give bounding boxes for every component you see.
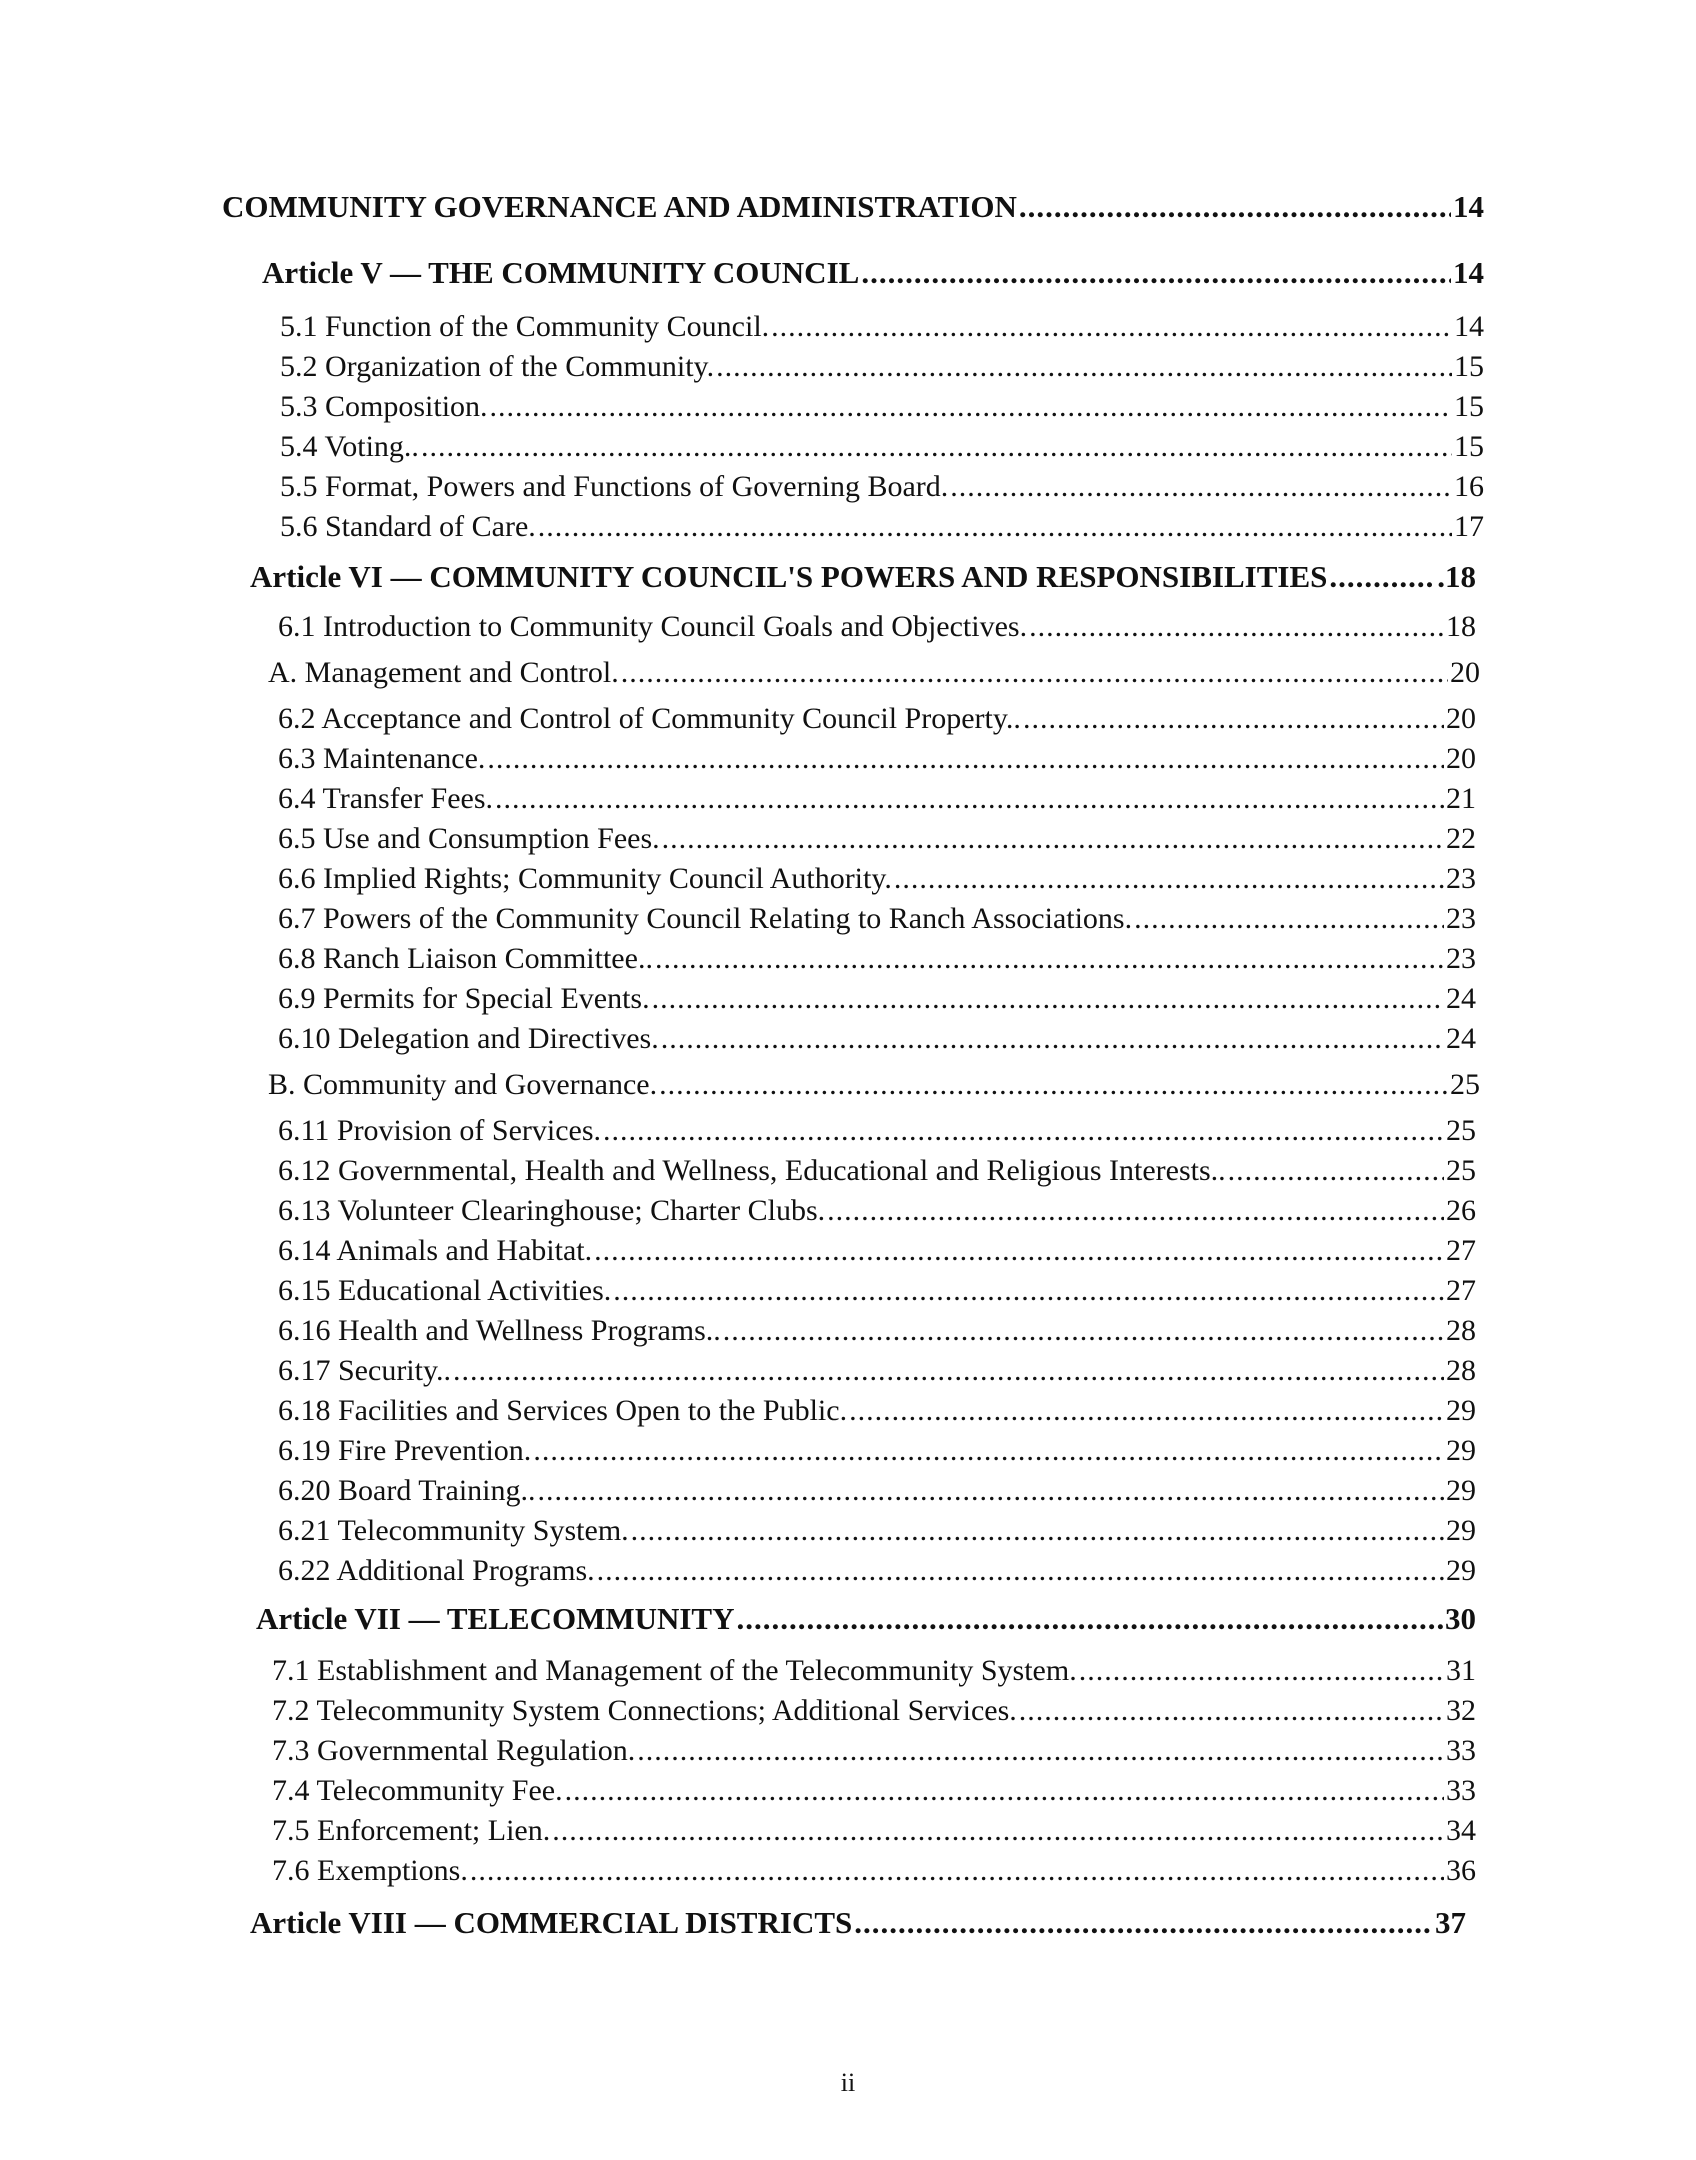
toc-item-6-2 xyxy=(278,698,1476,740)
toc-item-6-20 xyxy=(278,1470,1476,1512)
toc-item-7-4 xyxy=(272,1770,1476,1812)
toc-entry-page: 29 xyxy=(1446,1514,1476,1547)
toc-entry-title: 6.22 Additional Programs. xyxy=(278,1554,595,1587)
toc-entry-title: B. Community and Governance. xyxy=(268,1068,658,1101)
toc-item-6-19 xyxy=(278,1430,1476,1472)
toc-leader-dots xyxy=(1134,898,1444,940)
toc-article-6 xyxy=(250,556,1476,598)
toc-leader-dots xyxy=(662,818,1444,860)
toc-leader-dots xyxy=(894,858,1444,900)
toc-leader-dots xyxy=(631,1510,1444,1552)
toc-leader-dots xyxy=(552,1810,1444,1852)
toc-item-7-3 xyxy=(272,1730,1476,1772)
toc-entry-title: 6.11 Provision of Services. xyxy=(278,1114,602,1147)
toc-entry-title: 5.1 Function of the Community Council. xyxy=(280,310,770,343)
toc-entry-title: 7.2 Telecommunity System Connections; Additional Services. xyxy=(272,1694,1017,1727)
toc-leader-dots xyxy=(470,1850,1444,1892)
toc-entry-title: 6.3 Maintenance. xyxy=(278,742,486,775)
toc-entry-title: 6.17 Security.. xyxy=(278,1354,452,1387)
toc-entry-page: 22 xyxy=(1446,822,1476,855)
toc-entry-page: 20 xyxy=(1446,742,1476,775)
toc-entry-page: 33 xyxy=(1446,1774,1476,1807)
toc-item-6-11 xyxy=(278,1110,1476,1152)
toc-item-6-6 xyxy=(278,858,1476,900)
toc-item-6-14 xyxy=(278,1230,1476,1272)
toc-leader-dots xyxy=(737,1598,1444,1640)
toc-article-8 xyxy=(250,1902,1466,1944)
toc-leader-dots xyxy=(533,1430,1444,1472)
toc-leader-dots xyxy=(655,938,1444,980)
toc-entry-page: 20 xyxy=(1446,702,1476,735)
toc-leader-dots xyxy=(538,506,1452,548)
toc-leader-dots xyxy=(565,1770,1444,1812)
toc-entry-title: 6.14 Animals and Habitat. xyxy=(278,1234,593,1267)
toc-entry-title: 6.8 Ranch Liaison Committee.. xyxy=(278,942,653,975)
toc-entry-page: 27 xyxy=(1446,1234,1476,1267)
toc-entry-page: 25 xyxy=(1450,1068,1480,1101)
toc-entry-page: 26 xyxy=(1446,1194,1476,1227)
toc-leader-dots xyxy=(849,1390,1444,1432)
toc-entry-page: 29 xyxy=(1446,1394,1476,1427)
toc-entry-page: 14 xyxy=(1453,255,1484,290)
toc-entry-title: 6.1 Introduction to Community Council Goals and Objectives. xyxy=(278,610,1028,643)
toc-entry-title: 6.13 Volunteer Clearinghouse; Charter Clubs. xyxy=(278,1194,826,1227)
toc-entry-title: 7.5 Enforcement; Lien. xyxy=(272,1814,551,1847)
toc-leader-dots xyxy=(1079,1650,1444,1692)
toc-leader-dots xyxy=(621,652,1448,694)
toc-leader-dots xyxy=(1228,1150,1444,1192)
toc-entry-page: 28 xyxy=(1446,1354,1476,1387)
toc-entry-title: 6.2 Acceptance and Control of Community Council Property.. xyxy=(278,702,1021,735)
toc-item-6-13 xyxy=(278,1190,1476,1232)
toc-entry-title: Article VII — TELECOMMUNITY xyxy=(256,1601,735,1636)
toc-heading-governance xyxy=(222,186,1484,228)
toc-entry-page: 32 xyxy=(1446,1694,1476,1727)
toc-article-7 xyxy=(256,1598,1476,1640)
toc-section-b xyxy=(268,1064,1480,1106)
toc-leader-dots xyxy=(603,1110,1444,1152)
toc-entry-page: 37 xyxy=(1435,1905,1466,1940)
toc-leader-dots xyxy=(661,1018,1444,1060)
toc-entry-page: 24 xyxy=(1446,1022,1476,1055)
toc-entry-title: 6.12 Governmental, Health and Wellness, Educational and Religious Interests.. xyxy=(278,1154,1226,1187)
toc-entry-page: 34 xyxy=(1446,1814,1476,1847)
page-number: ii xyxy=(840,2068,856,2097)
toc-entry-page: 23 xyxy=(1446,942,1476,975)
toc-entry-title: 6.15 Educational Activities. xyxy=(278,1274,612,1307)
toc-item-6-21 xyxy=(278,1510,1476,1552)
toc-item-6-8 xyxy=(278,938,1476,980)
toc-entry-page: 28 xyxy=(1446,1314,1476,1347)
toc-entry-title: 6.6 Implied Rights; Community Council Authority. xyxy=(278,862,892,895)
toc-entry-title: A. Management and Control. xyxy=(268,656,619,689)
toc-leader-dots xyxy=(597,1550,1444,1592)
toc-leader-dots xyxy=(950,466,1452,508)
toc-entry-page: 23 xyxy=(1446,862,1476,895)
toc-entry-page: 33 xyxy=(1446,1734,1476,1767)
toc-entry-page: 23 xyxy=(1446,902,1476,935)
toc-item-6-15 xyxy=(278,1270,1476,1312)
toc-entry-title: 6.18 Facilities and Services Open to the Public. xyxy=(278,1394,848,1427)
toc-entry-title: 5.5 Format, Powers and Functions of Governing Board. xyxy=(280,470,949,503)
toc-leader-dots xyxy=(771,306,1452,348)
toc-entry-title: 7.1 Establishment and Management of the Telecommunity System. xyxy=(272,1654,1077,1687)
toc-item-5-1 xyxy=(280,306,1484,348)
toc-entry-title: 6.20 Board Training.. xyxy=(278,1474,536,1507)
toc-article-5 xyxy=(262,252,1484,294)
toc-leader-dots xyxy=(1029,606,1444,648)
toc-leader-dots xyxy=(827,1190,1444,1232)
toc-item-6-4 xyxy=(278,778,1476,820)
toc-leader-dots xyxy=(538,1470,1444,1512)
toc-item-6-5 xyxy=(278,818,1476,860)
toc-item-6-22 xyxy=(278,1550,1476,1592)
toc-entry-title: 6.5 Use and Consumption Fees. xyxy=(278,822,660,855)
toc-entry-page: 27 xyxy=(1446,1274,1476,1307)
toc-item-7-6 xyxy=(272,1850,1476,1892)
toc-item-6-12 xyxy=(278,1150,1476,1192)
toc-item-6-9 xyxy=(278,978,1476,1020)
toc-entry-page: 25 xyxy=(1446,1114,1476,1147)
toc-item-5-6 xyxy=(280,506,1484,548)
toc-entry-page: 15 xyxy=(1454,390,1484,423)
toc-entry-page: 16 xyxy=(1454,470,1484,503)
toc-entry-page: 30 xyxy=(1445,1601,1476,1636)
toc-item-5-5 xyxy=(280,466,1484,508)
toc-section-a xyxy=(268,652,1480,694)
toc-entry-page: 14 xyxy=(1454,310,1484,343)
toc-entry-page: .18 xyxy=(1437,559,1476,594)
toc-leader-dots xyxy=(854,1902,1433,1944)
toc-entry-page: 24 xyxy=(1446,982,1476,1015)
toc-entry-title: 6.21 Telecommunity System. xyxy=(278,1514,629,1547)
toc-item-5-4 xyxy=(280,426,1484,468)
toc-item-7-1 xyxy=(272,1650,1476,1692)
toc-leader-dots xyxy=(490,386,1452,428)
toc-entry-title: 5.2 Organization of the Community. xyxy=(280,350,715,383)
toc-entry-page: 29 xyxy=(1446,1554,1476,1587)
toc-entry-title: 6.10 Delegation and Directives. xyxy=(278,1022,659,1055)
toc-leader-dots xyxy=(1019,1690,1444,1732)
toc-entry-page: 18 xyxy=(1446,610,1476,643)
toc-leader-dots xyxy=(594,1230,1444,1272)
toc-item-6-1 xyxy=(278,606,1476,648)
toc-entry-title: 5.3 Composition. xyxy=(280,390,488,423)
toc-entry-title: 6.19 Fire Prevention. xyxy=(278,1434,532,1467)
toc-entry-page: 17 xyxy=(1454,510,1484,543)
toc-item-7-5 xyxy=(272,1810,1476,1852)
toc-item-6-7 xyxy=(278,898,1476,940)
toc-entry-title: 6.4 Transfer Fees. xyxy=(278,782,493,815)
toc-leader-dots xyxy=(716,346,1452,388)
toc-leader-dots xyxy=(453,1350,1444,1392)
toc-entry-page: 31 xyxy=(1446,1654,1476,1687)
toc-leader-dots xyxy=(1329,556,1435,598)
toc-leader-dots xyxy=(861,252,1451,294)
toc-entry-page: 29 xyxy=(1446,1434,1476,1467)
toc-leader-dots xyxy=(495,778,1444,820)
toc-entry-title: 5.4 Voting.. xyxy=(280,430,419,463)
toc-entry-title: 7.6 Exemptions. xyxy=(272,1854,468,1887)
toc-entry-page: 21 xyxy=(1446,782,1476,815)
toc-leader-dots xyxy=(659,1064,1448,1106)
toc-entry-title: 7.4 Telecommunity Fee. xyxy=(272,1774,563,1807)
toc-item-6-18 xyxy=(278,1390,1476,1432)
toc-entry-title: Article VIII — COMMERCIAL DISTRICTS xyxy=(250,1905,853,1940)
toc-entry-title: 6.16 Health and Wellness Programs.. xyxy=(278,1314,721,1347)
toc-leader-dots xyxy=(652,978,1444,1020)
toc-item-6-16 xyxy=(278,1310,1476,1352)
toc-entry-title: 5.6 Standard of Care. xyxy=(280,510,536,543)
toc-entry-page: 36 xyxy=(1446,1854,1476,1887)
toc-leader-dots xyxy=(613,1270,1444,1312)
toc-entry-page: 15 xyxy=(1454,430,1484,463)
toc-leader-dots xyxy=(1019,186,1451,228)
toc-leader-dots xyxy=(421,426,1452,468)
toc-leader-dots xyxy=(637,1730,1444,1772)
toc-entry-title: COMMUNITY GOVERNANCE AND ADMINISTRATION xyxy=(222,189,1017,224)
toc-entry-title: 6.9 Permits for Special Events. xyxy=(278,982,650,1015)
toc-item-5-3 xyxy=(280,386,1484,428)
toc-entry-title: 7.3 Governmental Regulation. xyxy=(272,1734,636,1767)
toc-leader-dots xyxy=(487,738,1444,780)
toc-entry-page: 15 xyxy=(1454,350,1484,383)
toc-entry-title: Article V — THE COMMUNITY COUNCIL xyxy=(262,255,860,290)
toc-item-5-2 xyxy=(280,346,1484,388)
toc-entry-page: 25 xyxy=(1446,1154,1476,1187)
toc-item-6-17 xyxy=(278,1350,1476,1392)
toc-leader-dots xyxy=(1023,698,1444,740)
toc-entry-title: 6.7 Powers of the Community Council Relating to Ranch Associations. xyxy=(278,902,1133,935)
toc-entry-page: 14 xyxy=(1453,189,1484,224)
toc-entry-title: Article VI — COMMUNITY COUNCIL'S POWERS AND RESPONSIBILITIES xyxy=(250,559,1328,594)
toc-entry-page: 20 xyxy=(1450,656,1480,689)
toc-item-6-3 xyxy=(278,738,1476,780)
toc-leader-dots xyxy=(723,1310,1444,1352)
toc-entry-page: 29 xyxy=(1446,1474,1476,1507)
toc-item-7-2 xyxy=(272,1690,1476,1732)
toc-item-6-10 xyxy=(278,1018,1476,1060)
